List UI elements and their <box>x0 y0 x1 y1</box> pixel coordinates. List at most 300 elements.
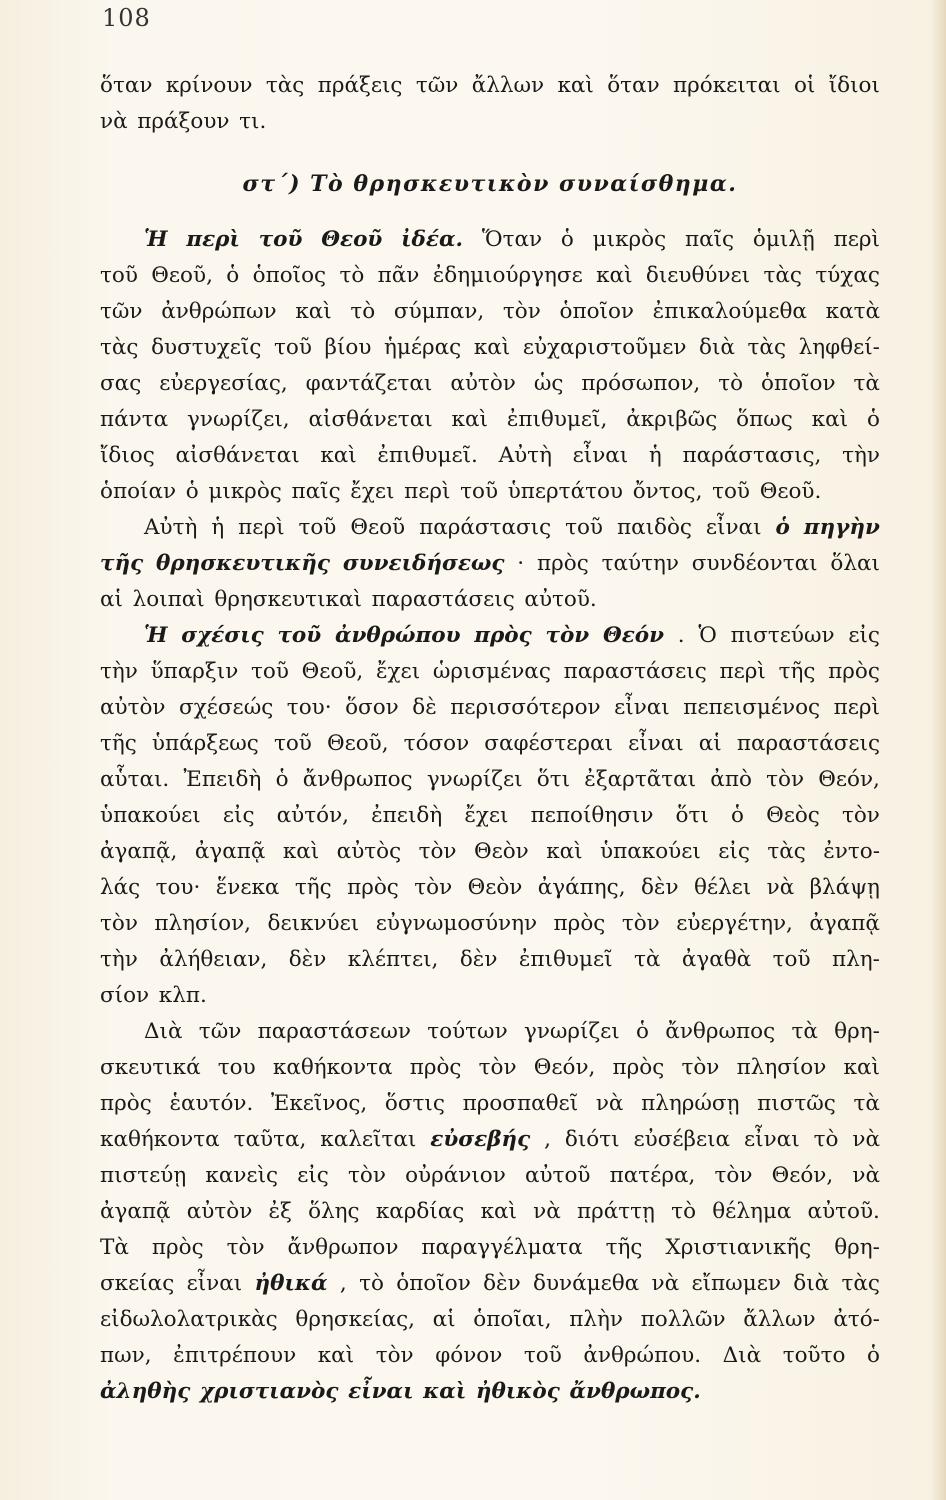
word: Ἐκεῖνος, <box>270 1091 368 1116</box>
word: ὁ <box>867 1343 880 1368</box>
word: τὸν <box>681 1055 720 1080</box>
word: περὶ <box>238 515 285 540</box>
word: πιστῶς <box>757 1091 836 1116</box>
word: πατέρα, <box>609 1163 696 1188</box>
word: πάντα <box>100 407 169 432</box>
word: θρησκείας, <box>295 1307 415 1332</box>
word: ὡρισμένας <box>432 659 551 684</box>
word: ἐπικαλούμεθα <box>652 299 807 324</box>
word: του· <box>155 875 201 900</box>
text-line <box>100 726 880 762</box>
word: εἶναι <box>572 443 629 468</box>
word: οἱ <box>793 73 816 98</box>
word: ἀνθρώπου. <box>583 1343 702 1368</box>
word: χριστιανὸς <box>200 1379 339 1404</box>
word: παραστάσεις <box>736 731 880 756</box>
word: καὶ <box>811 407 849 432</box>
word: τὸν <box>841 803 880 828</box>
word: Θεοῦ <box>350 515 406 540</box>
word: τὸ <box>350 299 376 324</box>
word: τι. <box>239 109 267 134</box>
word: τοῦ <box>772 947 811 972</box>
word: τὰς <box>265 73 305 98</box>
word: Θεοῦ, <box>326 731 389 756</box>
word: εἴπωμεν <box>691 1271 781 1296</box>
word: τοῦ <box>273 335 312 360</box>
word: εἶναι <box>614 695 670 720</box>
text-line <box>100 1374 880 1410</box>
word: μικρὸς <box>592 227 667 252</box>
word: αἰσθάνεται <box>175 443 300 468</box>
word: γνωρίζει <box>523 1019 620 1044</box>
word: ὅπως <box>736 407 793 432</box>
word: ὁποῖον <box>396 1271 471 1296</box>
word: καὶ <box>596 263 633 288</box>
word: τοῦ <box>277 623 322 648</box>
word: ληφθεί- <box>798 335 880 360</box>
word: ἄνθρωπος. <box>569 1379 701 1404</box>
word: παῖς <box>291 479 341 504</box>
text-line <box>100 870 880 906</box>
word: τὰς <box>841 1271 880 1296</box>
word: πολλῶν <box>640 1307 726 1332</box>
word: αἰσθάνεται <box>308 407 433 432</box>
word: ἕνεκα <box>215 875 280 900</box>
word: ἀγαπᾷ, <box>100 839 178 864</box>
word: αὐτὸς <box>336 839 402 864</box>
word: περὶ <box>404 479 451 504</box>
word: παιδὸς <box>616 515 692 540</box>
word: λοιπαὶ <box>132 587 205 612</box>
word: εὐσέβεια <box>633 1127 731 1152</box>
word: συνειδήσεως <box>342 551 505 576</box>
word: παραγγέλματα <box>421 1235 583 1260</box>
word: του· <box>286 695 332 720</box>
word: ὅλης <box>308 1199 360 1224</box>
word: Θεὸν <box>473 839 529 864</box>
word: Αὐτὴ <box>498 443 552 468</box>
word: τὸ <box>718 371 744 396</box>
word: σχέσις <box>181 623 264 648</box>
word: τὸν <box>100 911 138 936</box>
word: ταύτην <box>601 551 679 576</box>
word: τὸ <box>339 263 365 288</box>
word: ἐπιτρέπουν <box>173 1343 297 1368</box>
word: Θεοῦ. <box>759 479 822 504</box>
word: ἀνθρώπου <box>334 623 461 648</box>
word: ἀγαπᾷ <box>100 1199 171 1224</box>
word: ἄλλων <box>471 73 545 98</box>
word: παραστάσεων <box>257 1019 411 1044</box>
word: τὰ <box>853 371 880 396</box>
paragraph-religious-duties <box>100 1014 880 1410</box>
word: παῖς <box>684 227 735 252</box>
text-line <box>100 942 880 978</box>
word: πληρώσῃ <box>641 1091 740 1116</box>
word: πρὸς <box>828 659 880 684</box>
word: εἶναι <box>705 515 762 540</box>
word: εἰδωλολατρικὰς <box>100 1307 278 1332</box>
word: τὸν <box>348 1163 386 1188</box>
word: πηγὴν <box>803 515 880 540</box>
word: Ἡ <box>144 623 168 648</box>
word: τῆς <box>778 659 816 684</box>
text-line <box>100 834 880 870</box>
word: καὶ <box>317 1343 355 1368</box>
word: νὰ <box>852 1127 880 1152</box>
text-line <box>100 1158 880 1194</box>
word: καθήκοντα <box>272 1055 393 1080</box>
word: ἐπιθυμεῖ <box>518 947 613 972</box>
word: πλησίον, <box>154 911 252 936</box>
word: παράστασις <box>419 515 552 540</box>
word: πράξεις <box>317 73 403 98</box>
word: ἐπειδὴ <box>371 803 443 828</box>
word: ἄνθρωπον <box>287 1235 399 1260</box>
word: ἐξ <box>268 1199 292 1224</box>
word: καὶ <box>320 443 357 468</box>
word: Θεόν, <box>771 1163 834 1188</box>
word: κρίνουν <box>165 73 253 98</box>
word: καὶ <box>546 839 583 864</box>
word: καὶ <box>451 407 488 432</box>
word: πρὸς <box>100 1091 152 1116</box>
paragraph-source-of-conscience <box>100 510 880 618</box>
word: ὁποίαν <box>100 479 177 504</box>
word: τῆς <box>100 731 137 756</box>
word: Θεοῦ <box>321 227 383 252</box>
word: τοῦ <box>565 515 603 540</box>
word: ὅταν <box>100 73 153 98</box>
word: ἔχει <box>350 479 395 504</box>
word: Ἡ <box>144 227 168 252</box>
word: τοῦ <box>460 479 499 504</box>
word: περὶ <box>186 227 240 252</box>
word: τὴν <box>100 659 138 684</box>
word: τὴν <box>100 947 138 972</box>
word: ταῦτα, <box>233 1127 307 1152</box>
word: τὰς <box>100 335 139 360</box>
word: δὲν <box>640 875 679 900</box>
word: ὡς <box>533 371 564 396</box>
word: ὅτι <box>536 767 571 792</box>
word: ἀγαπᾷ <box>809 911 880 936</box>
word: καὶ <box>295 299 332 324</box>
word: γνωρίζει, <box>187 407 290 432</box>
paragraph-relation-to-god <box>100 618 880 1014</box>
word: ὄντος, <box>632 479 703 504</box>
text-line <box>100 1302 880 1338</box>
text-line <box>100 330 880 366</box>
word: Θεοῦ, <box>301 659 364 684</box>
word: πρὸς <box>474 623 532 648</box>
word: καὶ <box>843 1055 880 1080</box>
word: ἐξαρτᾶται <box>584 767 697 792</box>
word: φαντάζεται <box>305 371 433 396</box>
word: λάς <box>100 875 141 900</box>
word: κλπ. <box>158 983 207 1008</box>
word: εὐσεβής <box>430 1127 531 1152</box>
word: θρησκευτικῆς <box>156 551 330 576</box>
word: ἀπὸ <box>710 767 752 792</box>
paragraph-idea-of-god <box>100 222 880 510</box>
word: ἀτό- <box>833 1307 880 1332</box>
word: διευθύνει <box>645 263 751 288</box>
word: σχέσεώς <box>179 695 274 720</box>
word: ἐδημιούργησε <box>432 263 583 288</box>
word: εἰς <box>297 1163 329 1188</box>
word: πων, <box>100 1343 152 1368</box>
word: ὑπακούει <box>600 839 701 864</box>
text-line <box>100 294 880 330</box>
word: καὶ <box>423 1379 467 1404</box>
word: τῆς <box>100 551 144 576</box>
word: πλη- <box>832 947 880 972</box>
page-text <box>100 68 880 1410</box>
word: εἶναι <box>186 1271 243 1296</box>
word: ἄνθρωπος <box>665 1019 776 1044</box>
word: τόσον <box>403 731 470 756</box>
word: ὅλαι <box>830 551 880 576</box>
word: αἱ <box>432 1307 456 1332</box>
word: πιστεύῃ <box>100 1163 187 1188</box>
word: Θεόν, <box>818 767 880 792</box>
word: κανεὶς <box>205 1163 279 1188</box>
text-line <box>100 1122 880 1158</box>
word: θρη- <box>834 1235 880 1260</box>
word: πλησίον <box>736 1055 827 1080</box>
word: τὸν <box>418 839 457 864</box>
word: νὰ <box>651 1271 680 1296</box>
word: πρόσωπον, <box>581 371 701 396</box>
word: περὶ <box>719 659 766 684</box>
word: παράστασις, <box>682 443 822 468</box>
text-line <box>100 1194 880 1230</box>
word: Θεὸν <box>467 875 523 900</box>
word: τὸν <box>766 767 805 792</box>
word: Ὅταν <box>481 227 543 252</box>
word: Ἐπειδὴ <box>183 767 262 792</box>
word: , <box>339 1271 347 1296</box>
word: . <box>677 623 685 648</box>
word: τοῦ <box>100 263 138 288</box>
word: πρὸς <box>151 1235 204 1260</box>
word: ὁμιλῇ <box>752 227 815 252</box>
word: ἴδιος <box>100 443 155 468</box>
word: καὶ <box>282 839 320 864</box>
text-line <box>100 104 880 140</box>
word: πᾶν <box>377 263 420 288</box>
word: καλεῖται <box>320 1127 417 1152</box>
word: ἀγάπης, <box>537 875 626 900</box>
word: θρησκευτικαὶ <box>214 587 362 612</box>
word: ἠθικὸς <box>475 1379 560 1404</box>
word: ἄνθρωπος <box>302 767 413 792</box>
word: ἀληθὴς <box>100 1379 191 1404</box>
word: τοῦτο <box>782 1343 846 1368</box>
word: βίου <box>324 335 372 360</box>
text-line <box>100 402 880 438</box>
word: ἀγαθὰ <box>681 947 752 972</box>
word: ἰδέα. <box>401 227 464 252</box>
word: τοῦ <box>712 479 751 504</box>
word: τὸν <box>226 1235 265 1260</box>
word: , <box>544 1127 551 1152</box>
word: εὐγνωμοσύνην <box>375 911 538 936</box>
word: προσπαθεῖ <box>462 1091 579 1116</box>
word: σίον <box>100 983 150 1008</box>
word: νὰ <box>766 875 795 900</box>
word: ὕπαρξιν <box>150 659 239 684</box>
word: πιστεύων <box>730 623 835 648</box>
text-line <box>100 1266 880 1302</box>
word: αὐτὸν <box>186 1199 253 1224</box>
text-line <box>100 222 880 258</box>
word: τὸν <box>375 1343 414 1368</box>
word: Ὁ <box>698 623 717 648</box>
word: δυστυχεῖς <box>151 335 262 360</box>
word: εἰς <box>718 839 750 864</box>
word: αὐτὸν <box>450 371 516 396</box>
word: εἰς <box>848 623 880 648</box>
word: νὰ <box>533 1199 561 1224</box>
text-line <box>100 68 880 104</box>
word: θέλει <box>693 875 752 900</box>
word: πρὸς <box>612 1055 665 1080</box>
page-number: 108 <box>102 4 151 32</box>
text-line <box>100 510 880 546</box>
word: ἴδιοι <box>828 73 880 98</box>
word: νὰ <box>595 1091 624 1116</box>
word: τὰς <box>767 839 806 864</box>
word: δὲν <box>459 947 498 972</box>
word: τοῦ <box>251 659 289 684</box>
word: ὅσον <box>345 695 399 720</box>
word: σκείας <box>100 1271 175 1296</box>
word: τὸν <box>414 875 453 900</box>
word: αὐτόν, <box>276 803 349 828</box>
word: παραστάσεις <box>371 587 515 612</box>
word: τὰς <box>763 263 802 288</box>
word: μικρὸς <box>208 479 282 504</box>
word: ἐπιθυμεῖ, <box>506 407 608 432</box>
word: δυνάμεθα <box>533 1271 640 1296</box>
word: εἶναι <box>744 1127 800 1152</box>
word: ἄλλων <box>743 1307 816 1332</box>
word: ἡ <box>211 515 225 540</box>
word: ἠθικά <box>254 1271 328 1296</box>
word: ὁποῖος <box>252 263 327 288</box>
word: ἀνθρώπων <box>161 299 277 324</box>
word: τὸ <box>671 1199 697 1224</box>
word: εὐεργέτην, <box>676 911 793 936</box>
word: πράττῃ <box>576 1199 655 1224</box>
word: ὁ <box>185 479 199 504</box>
word: αἱ <box>698 731 722 756</box>
word: συνδέονται <box>691 551 818 576</box>
word: δὲν <box>483 1271 521 1296</box>
section-heading: στ΄) Τὸ θρησκευτικὸν συναίσθημα. <box>242 171 738 197</box>
word: οὐράνιον <box>405 1163 506 1188</box>
word: εἶναι <box>348 1379 414 1404</box>
word: αὗται. <box>100 767 170 792</box>
text-line <box>100 978 880 1014</box>
word: τὸ <box>813 1127 839 1152</box>
word: αὐτοῦ <box>524 1163 591 1188</box>
text-line <box>100 366 880 402</box>
word: τῶν <box>198 1019 242 1044</box>
text-line <box>100 258 880 294</box>
word: ὁ <box>636 1019 649 1044</box>
word: τύχας <box>815 263 880 288</box>
word: ἀκριβῶς <box>626 407 718 432</box>
word: πλὴν <box>569 1307 623 1332</box>
word: Θεὸς <box>766 803 820 828</box>
word: θρη- <box>834 1019 880 1044</box>
word: ὁ <box>730 803 744 828</box>
word: φόνον <box>435 1343 503 1368</box>
word: εὐεργεσίας, <box>159 371 288 396</box>
word: Χριστιανικῆς <box>665 1235 812 1260</box>
word: καθήκοντα <box>100 1127 220 1152</box>
word: τὴν <box>842 443 880 468</box>
word: τὰ <box>791 1019 818 1044</box>
word: τούτων <box>427 1019 508 1044</box>
word: ὁ <box>775 515 790 540</box>
word: πρὸς <box>536 551 589 576</box>
word: εἶναι <box>628 731 684 756</box>
word: ὁποῖον <box>559 299 634 324</box>
word: τὰς <box>747 335 786 360</box>
word: τὰ <box>853 1091 880 1116</box>
text-line <box>100 690 880 726</box>
word: τὸν <box>478 1055 517 1080</box>
word: ὑπακούει <box>100 803 201 828</box>
text-line <box>100 906 880 942</box>
word: περὶ <box>833 227 880 252</box>
word: βλάψῃ <box>809 875 880 900</box>
word: ἐντο- <box>823 839 880 864</box>
word: ὁποῖον <box>761 371 836 396</box>
word: τοῦ <box>273 731 312 756</box>
text-line <box>100 1014 880 1050</box>
word: αἱ <box>100 587 123 612</box>
word: Τὰ <box>100 1235 129 1260</box>
word: Θεόν <box>602 623 665 648</box>
text-line <box>100 546 880 582</box>
word: τῶν <box>100 299 143 324</box>
word: νὰ <box>100 109 128 134</box>
word: δεικνύει <box>267 911 360 936</box>
word: πρὸς <box>347 875 399 900</box>
paragraph-intro-continuation <box>100 68 880 140</box>
word: περὶ <box>833 695 880 720</box>
word: Αὐτὴ <box>144 515 198 540</box>
word: διὰ <box>699 335 735 360</box>
word: πράξουν <box>137 109 230 134</box>
word: θέλημα <box>712 1199 792 1224</box>
word: εἰς <box>222 803 255 828</box>
word: πεποίθησιν <box>530 803 654 828</box>
word: παραστάσεις <box>563 659 707 684</box>
word: τοῦ <box>298 515 337 540</box>
word: αὐτοῦ. <box>807 1199 880 1224</box>
text-line <box>100 1230 880 1266</box>
word: ὅταν <box>607 73 660 98</box>
word: διότι <box>564 1127 620 1152</box>
text-line <box>100 618 880 654</box>
word: τὰ <box>633 947 661 972</box>
